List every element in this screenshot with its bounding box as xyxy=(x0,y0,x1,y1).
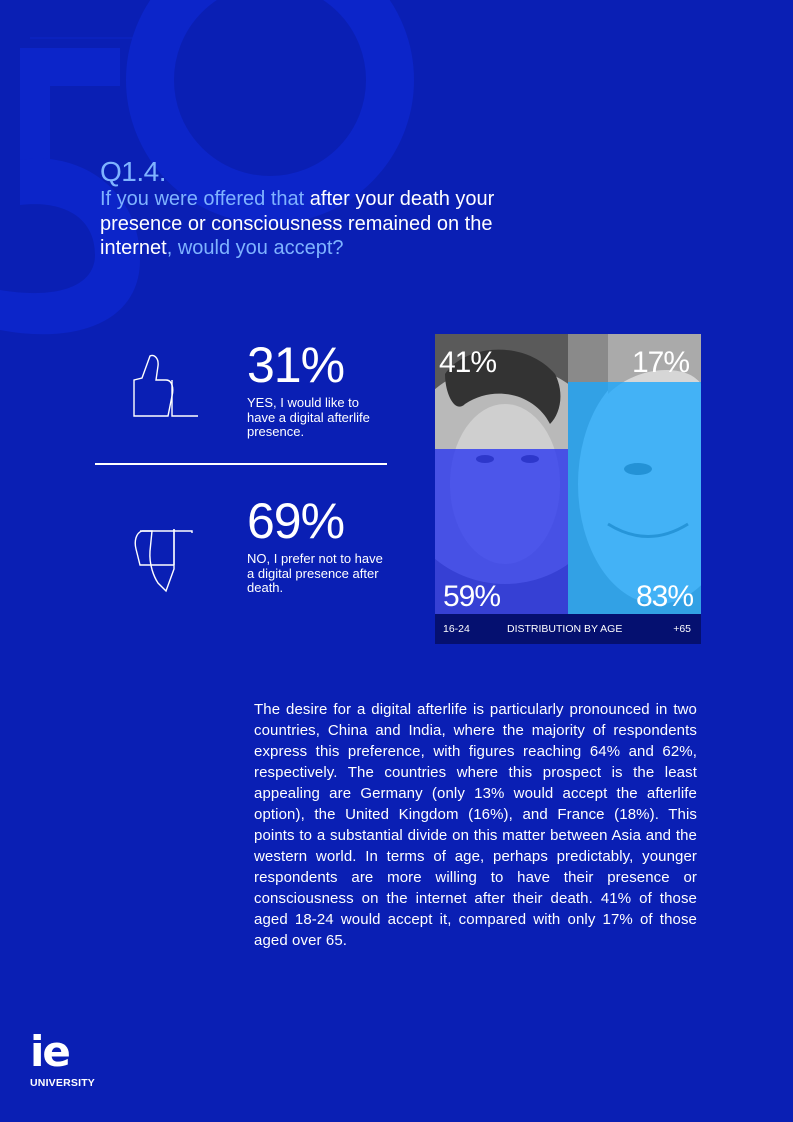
thumbs-up-icon xyxy=(128,350,198,422)
stat-yes-value: 31% xyxy=(247,337,345,393)
body-paragraph: The desire for a digital afterlife is particularly pronounced in two countries, China and India, where the majority of respondents express this preference, with figures reaching 64% and 62%, respectively. The countries where this prospect is the least appealing are Germany (only 13% would accept the afterlife option), the United Kingdom (16%), and France (18%). This points to a substantial divide on this matter between Asia and the western world. In terms of age, perhaps predictably, younger respondents are more willing to have their presence or consciousness on the internet after their death. 41% of those aged 18-24 would accept it, compared with only 17% of those aged over 65. xyxy=(254,701,697,949)
question-part-emphasis: after your death your presence or consciousness remained on the internet xyxy=(100,188,495,259)
divider xyxy=(95,463,387,465)
category-old: +65 xyxy=(673,623,691,635)
background-number-graphic xyxy=(0,0,460,340)
stat-yes xyxy=(247,337,387,440)
age-distribution-chart xyxy=(435,334,701,644)
question-text xyxy=(100,187,570,261)
young-no-label: 59% xyxy=(443,580,501,613)
stat-no-value: 69% xyxy=(247,493,345,549)
logo-mark: ie xyxy=(30,1027,69,1076)
ie-university-logo xyxy=(30,1027,96,1089)
chart-title: DISTRIBUTION BY AGE xyxy=(507,623,623,635)
thumbs-down-icon xyxy=(128,525,198,597)
stat-no xyxy=(247,493,387,596)
question-number: Q1.4. xyxy=(100,156,166,187)
category-young: 16-24 xyxy=(443,623,470,635)
question-part: If you were offered that xyxy=(100,188,310,210)
logo-name: UNIVERSITY xyxy=(30,1077,96,1089)
old-yes-label: 17% xyxy=(631,346,689,379)
question-part: , would you accept? xyxy=(166,237,344,259)
young-yes-label: 41% xyxy=(439,346,497,379)
stat-no-text: NO, I prefer not to have a digital presence after death. xyxy=(247,551,383,595)
old-no-label: 83% xyxy=(635,580,693,613)
chart-footer xyxy=(435,614,701,644)
stat-yes-text: YES, I would like to have a digital afterlife presence. xyxy=(247,395,370,439)
